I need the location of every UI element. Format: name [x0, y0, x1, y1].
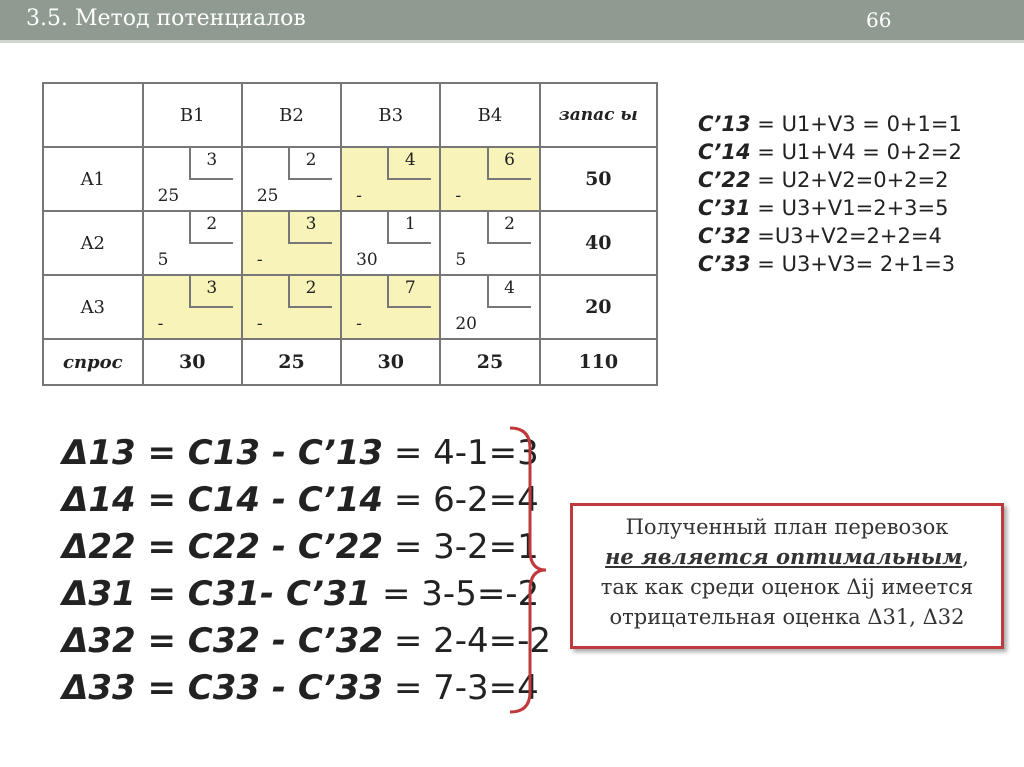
formula-label: C’14: [698, 140, 751, 164]
cost-box: 4: [387, 148, 431, 180]
cost-box: 4: [487, 276, 531, 308]
col-header: B3: [341, 83, 440, 147]
col-header: B2: [242, 83, 341, 147]
table-row: [43, 275, 657, 339]
table-row: [43, 211, 657, 275]
formula-rest: =U3+V2=2+2=4: [750, 224, 942, 248]
delta-rest: = 2-4=-2: [383, 621, 552, 661]
allocation: 20: [455, 314, 477, 334]
supply-header: запас ы: [540, 83, 657, 147]
delta-rest: = 3-2=1: [383, 527, 539, 567]
formula-label: C’33: [698, 252, 751, 276]
supply-value: 50: [540, 147, 657, 211]
formula-line: [698, 138, 962, 166]
allocation: 5: [455, 250, 467, 270]
table-cell: [440, 147, 539, 211]
allocation: -: [157, 314, 164, 334]
allocation: -: [356, 314, 362, 334]
allocation: -: [256, 250, 263, 270]
cost-box: 2: [288, 276, 332, 308]
delta-formulas: [62, 430, 551, 712]
note-comma: ,: [962, 545, 969, 569]
delta-label: Δ13 = C13 - C’13: [62, 433, 384, 473]
slide-title: [26, 6, 306, 31]
note-line: так как среди оценок Δij имеется: [600, 575, 974, 599]
table-cell: [143, 211, 242, 275]
row-label: A2: [43, 211, 143, 275]
cost-box: 2: [487, 212, 531, 244]
table-header-row: [43, 83, 657, 147]
table-cell: [440, 211, 539, 275]
section-number: 3.5.: [26, 6, 68, 31]
allocation: -: [455, 186, 462, 206]
demand-row: [43, 339, 657, 385]
demand-value: 25: [242, 339, 341, 385]
cost-box: 6: [487, 148, 531, 180]
conclusion-box: [570, 503, 1004, 649]
demand-value: 30: [341, 339, 440, 385]
delta-label: Δ32 = C32 - C’32: [62, 621, 384, 661]
formula-rest: = U3+V3= 2+1=3: [750, 252, 956, 276]
transport-table: [42, 82, 658, 386]
allocation: -: [356, 186, 362, 206]
supply-value: 20: [540, 275, 657, 339]
delta-label: Δ33 = C33 - C’33: [62, 668, 384, 708]
demand-value: 25: [440, 339, 539, 385]
table-cell: [143, 147, 242, 211]
cost-box: 2: [288, 148, 332, 180]
cost-box: 3: [189, 148, 233, 180]
delta-line: [62, 618, 551, 665]
delta-line: [62, 477, 551, 524]
formula-label: C’31: [698, 196, 751, 220]
page-number: 66: [866, 8, 892, 32]
cost-box: 2: [189, 212, 233, 244]
delta-label: Δ14 = C14 - C’14: [62, 480, 384, 520]
formula-label: C’13: [698, 112, 751, 136]
table-cell: [242, 211, 341, 275]
table-cell: [341, 275, 440, 339]
formula-rest: = U3+V1=2+3=5: [750, 196, 949, 220]
table-cell: [242, 275, 341, 339]
col-header: B4: [440, 83, 539, 147]
note-emphasis: не является оптимальным: [605, 544, 963, 569]
allocation: 25: [157, 186, 180, 206]
table-cell: [341, 147, 440, 211]
allocation: 5: [157, 250, 169, 270]
table-row: [43, 147, 657, 211]
title-text: Метод потенциалов: [74, 6, 306, 31]
table-cell: [440, 275, 539, 339]
table-cell: [341, 211, 440, 275]
col-header: B1: [143, 83, 242, 147]
delta-line: [62, 524, 551, 571]
potential-formulas: [698, 110, 962, 278]
corner-cell: [43, 83, 143, 147]
cost-box: 1: [387, 212, 431, 244]
note-line: [573, 542, 1001, 572]
demand-label: спрос: [43, 339, 143, 385]
delta-label: Δ22 = C22 - C’22: [62, 527, 384, 567]
note-line: отрицательная оценка Δ31, Δ32: [609, 605, 965, 629]
delta-line: [62, 665, 551, 712]
total-value: 110: [540, 339, 657, 385]
formula-line: [698, 110, 962, 138]
allocation: 25: [256, 186, 279, 206]
formula-line: [698, 194, 962, 222]
table-cell: [143, 275, 242, 339]
delta-rest: = 3-5=-2: [371, 574, 540, 614]
allocation: 30: [356, 250, 378, 270]
delta-rest: = 4-1=3: [383, 433, 539, 473]
formula-label: C’32: [698, 224, 751, 248]
formula-line: [698, 222, 962, 250]
slide-header: [0, 0, 1024, 43]
delta-label: Δ31 = C31- C’31: [62, 574, 372, 614]
formula-rest: = U1+V4 = 0+2=2: [750, 140, 962, 164]
supply-value: 40: [540, 211, 657, 275]
formula-line: [698, 166, 962, 194]
formula-label: C’22: [698, 168, 751, 192]
row-label: A3: [43, 275, 143, 339]
cost-box: 3: [189, 276, 233, 308]
delta-rest: = 6-2=4: [383, 480, 539, 520]
delta-line: [62, 571, 551, 618]
delta-line: [62, 430, 551, 477]
demand-value: 30: [143, 339, 242, 385]
cost-box: 7: [387, 276, 431, 308]
formula-line: [698, 250, 962, 278]
note-line: Полученный план перевозок: [625, 515, 949, 539]
delta-rest: = 7-3=4: [383, 668, 539, 708]
curly-brace: [500, 422, 550, 718]
formula-rest: = U2+V2=0+2=2: [750, 168, 949, 192]
allocation: -: [256, 314, 263, 334]
table-cell: [242, 147, 341, 211]
row-label: A1: [43, 147, 143, 211]
cost-box: 3: [288, 212, 332, 244]
formula-rest: = U1+V3 = 0+1=1: [750, 112, 962, 136]
